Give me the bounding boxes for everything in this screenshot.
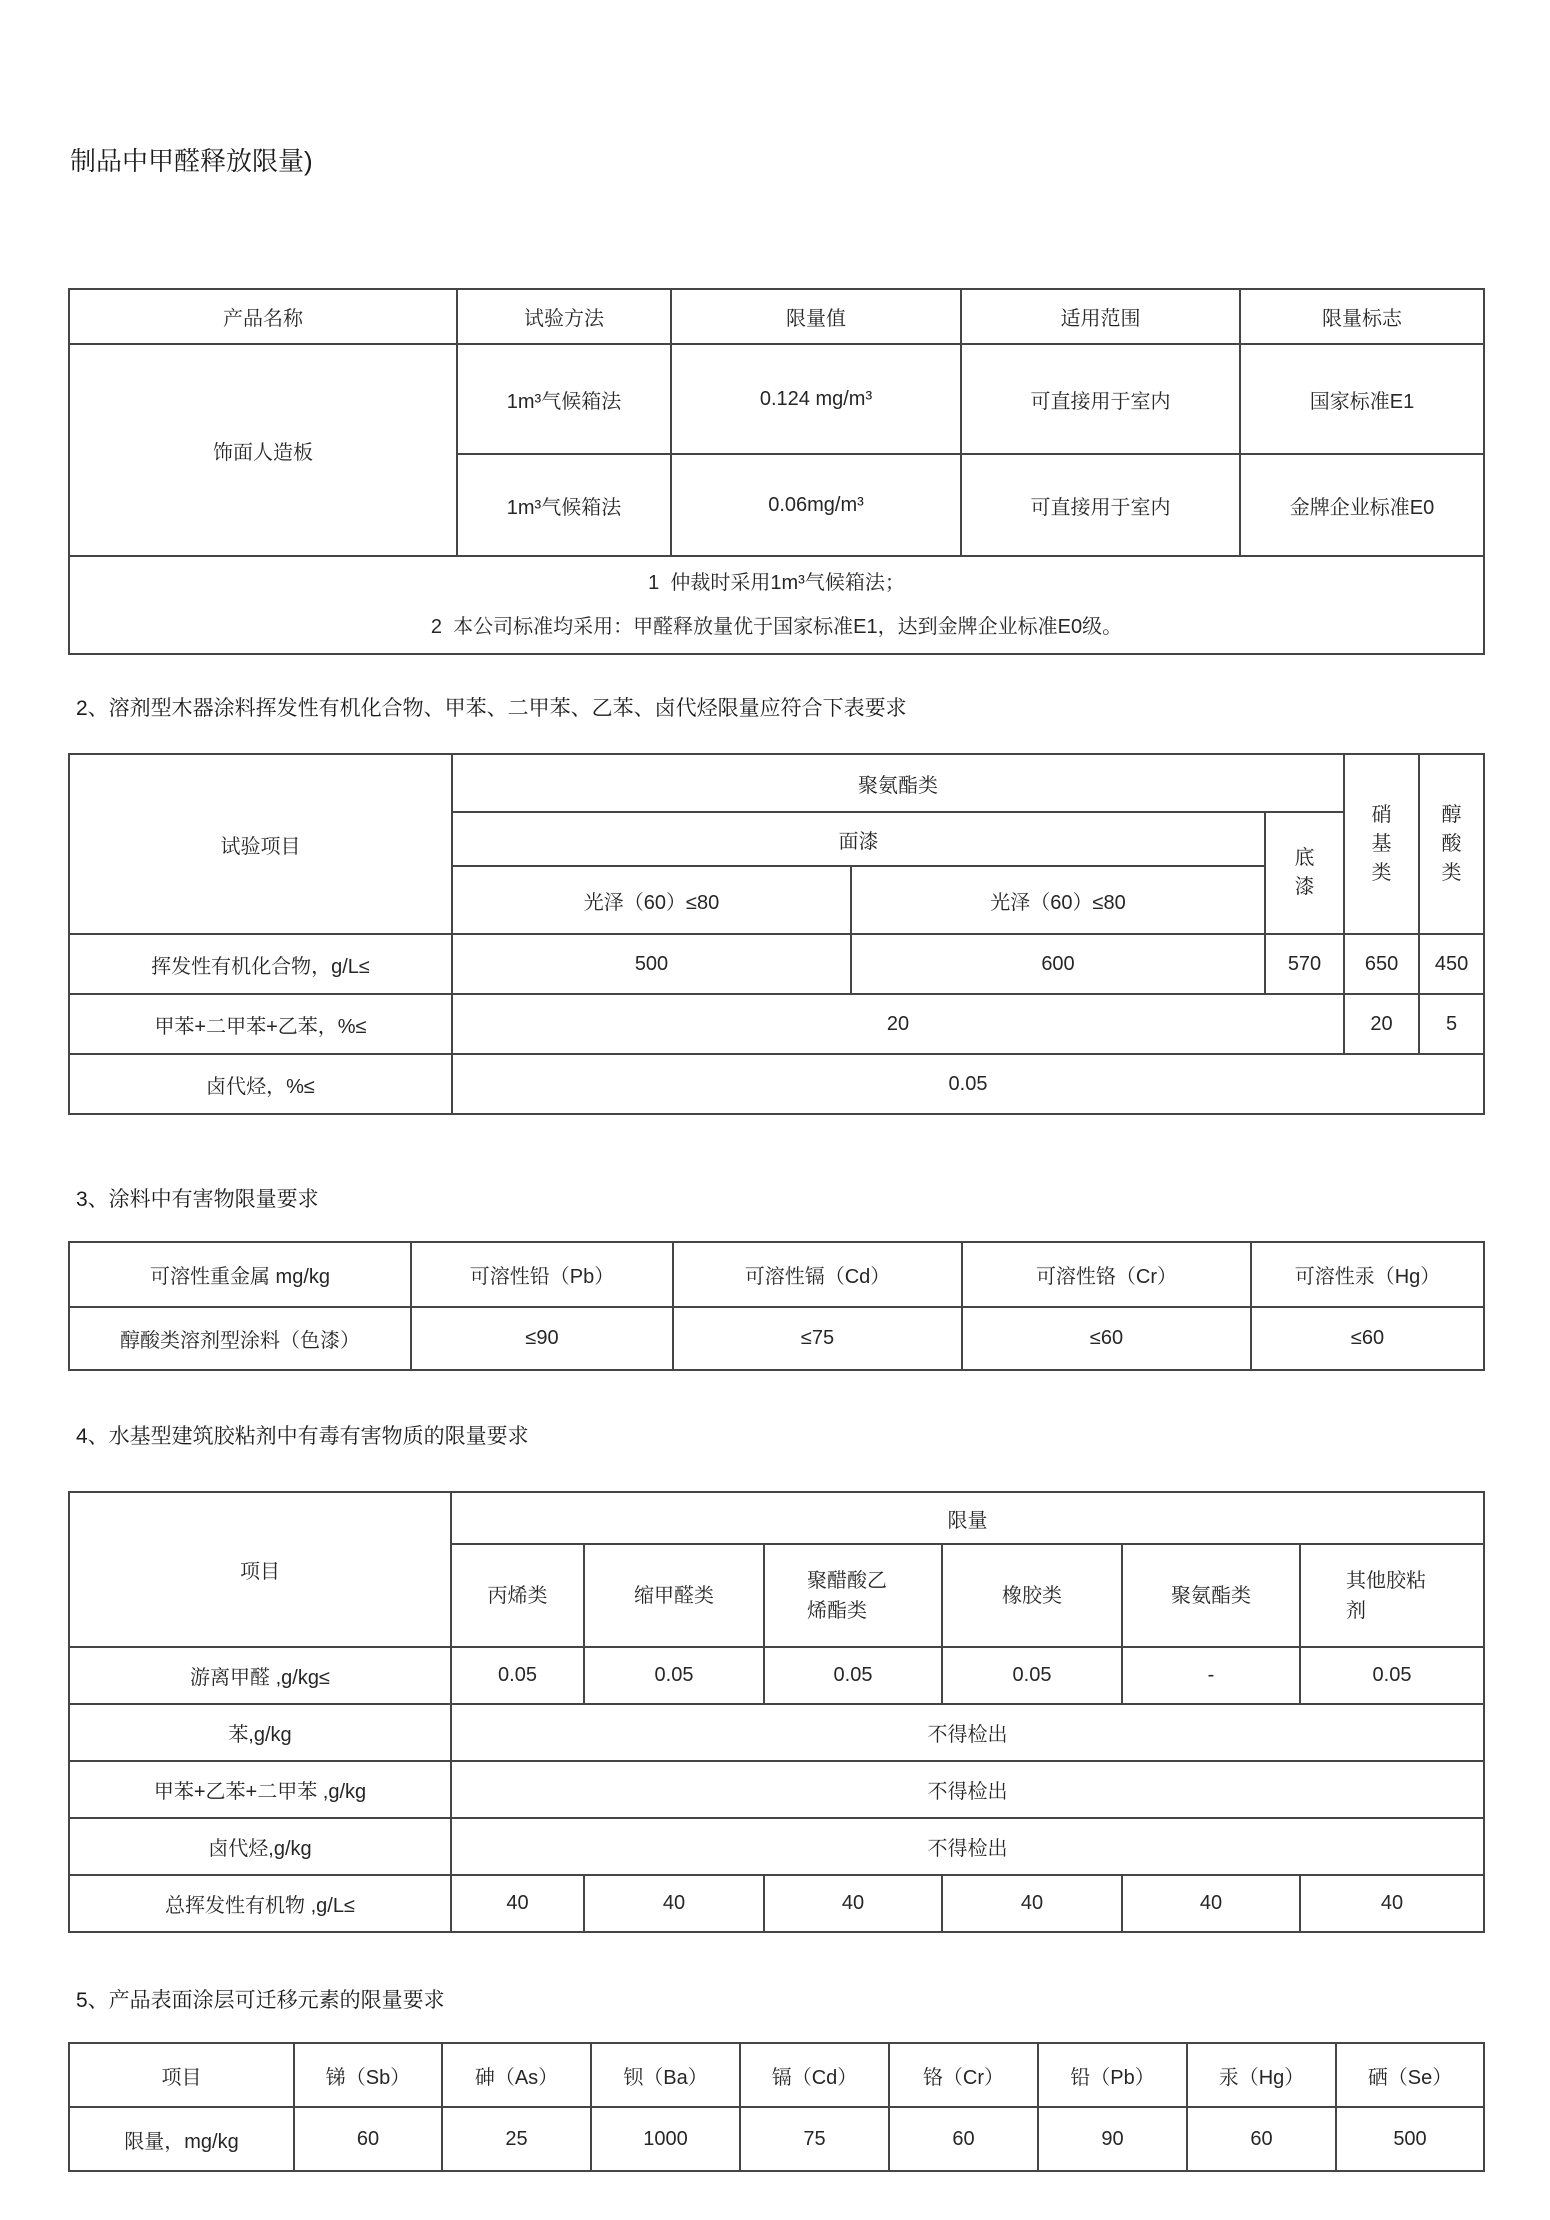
- section-4-heading: 4、水基型建筑胶粘剂中有毒有害物质的限量要求: [76, 1425, 529, 1448]
- table-row: [69, 1307, 1484, 1370]
- limit-value-cell: 0.124 mg/m³: [671, 344, 961, 454]
- value-cell: 0.05: [1300, 1647, 1484, 1704]
- value-cell: 40: [584, 1875, 764, 1932]
- section-3-heading: 3、涂料中有害物限量要求: [76, 1188, 319, 1211]
- note-line-1: 1 仲裁时采用1m³气候箱法；: [648, 572, 905, 594]
- merged-value-cell: 不得检出: [451, 1704, 1484, 1761]
- value-cell: 0.05: [451, 1647, 584, 1704]
- value-cell: 25: [442, 2107, 591, 2171]
- table-row: [69, 1761, 1484, 1818]
- category-label: 橡胶类: [1002, 1584, 1062, 1607]
- value-cell: 450: [1419, 934, 1484, 994]
- column-header: 铬（Cr）: [889, 2043, 1038, 2107]
- column-header: 铅（Pb）: [1038, 2043, 1187, 2107]
- table-row: [69, 1818, 1484, 1875]
- value-cell: 0.05: [764, 1647, 942, 1704]
- category-header: [1122, 1544, 1300, 1647]
- value-cell: 90: [1038, 2107, 1187, 2171]
- method-cell: 1m³气候箱法: [457, 344, 671, 454]
- column-header: 硒（Se）: [1336, 2043, 1484, 2107]
- gloss-header-left: 光泽（60）≤80: [452, 866, 851, 934]
- column-header-product: 产品名称: [69, 289, 457, 344]
- column-header-limit: 限量值: [671, 289, 961, 344]
- column-header: 项目: [69, 2043, 294, 2107]
- table-row: [69, 1054, 1484, 1114]
- row-label: 苯,g/kg: [69, 1704, 451, 1761]
- table-row: [69, 1875, 1484, 1932]
- category-label: 聚氨酯类: [1171, 1584, 1251, 1607]
- document-content: [68, 0, 1483, 2172]
- category-header: [942, 1544, 1122, 1647]
- alkyd-column-header: [1419, 754, 1484, 934]
- value-cell: ≤75: [673, 1307, 962, 1370]
- value-cell: 0.05: [584, 1647, 764, 1704]
- column-header: 可溶性镉（Cd）: [673, 1242, 962, 1307]
- notes-cell: [69, 556, 1484, 654]
- limit-value-cell: 0.06mg/m³: [671, 454, 961, 556]
- value-cell: 5: [1419, 994, 1484, 1054]
- value-cell: 60: [1187, 2107, 1336, 2171]
- gloss-header-right: 光泽（60）≤80: [851, 866, 1265, 934]
- table-header-row: [69, 289, 1484, 344]
- value-cell: 500: [1336, 2107, 1484, 2171]
- row-label: 挥发性有机化合物，g/L≤: [69, 934, 452, 994]
- heavy-metal-limit-table: [68, 1241, 1485, 1371]
- row-label: 限量，mg/kg: [69, 2107, 294, 2171]
- value-cell: 20: [1344, 994, 1419, 1054]
- value-cell: 60: [294, 2107, 442, 2171]
- product-name-cell: 饰面人造板: [69, 344, 457, 556]
- page-title: 制品中甲醛释放限量): [70, 146, 313, 176]
- solvent-voc-limit-table: [68, 753, 1485, 1115]
- column-header: 可溶性铬（Cr）: [962, 1242, 1251, 1307]
- category-label: 丙烯类: [487, 1584, 548, 1607]
- merged-value-cell: 0.05: [452, 1054, 1484, 1114]
- mark-cell: 金牌企业标准E0: [1240, 454, 1484, 556]
- column-header: 钡（Ba）: [591, 2043, 740, 2107]
- formaldehyde-limit-table: [68, 288, 1485, 655]
- column-header: 可溶性汞（Hg）: [1251, 1242, 1484, 1307]
- value-cell: 600: [851, 934, 1265, 994]
- row-label: 卤代烃,g/kg: [69, 1818, 451, 1875]
- row-label: 游离甲醛 ,g/kg≤: [69, 1647, 451, 1704]
- polyurethane-group-header: 聚氨酯类: [452, 754, 1344, 812]
- table-header-row: [69, 2043, 1484, 2107]
- table-header-row: [69, 1242, 1484, 1307]
- primer-column-header: [1265, 812, 1344, 934]
- note-line-2: 2 本公司标准均采用：甲醛释放量优于国家标准E1，达到金牌企业标准E0级。: [430, 616, 1123, 638]
- value-cell: 60: [889, 2107, 1038, 2171]
- category-header: [1300, 1544, 1484, 1647]
- column-header-scope: 适用范围: [961, 289, 1240, 344]
- value-cell: 40: [451, 1875, 584, 1932]
- table-row: [69, 994, 1484, 1054]
- category-header: [584, 1544, 764, 1647]
- method-cell: 1m³气候箱法: [457, 454, 671, 556]
- primer-vertical-label: 底漆: [1294, 847, 1315, 898]
- migratable-element-table: [68, 2042, 1485, 2172]
- value-cell: 0.05: [942, 1647, 1122, 1704]
- column-header: 可溶性重金属 mg/kg: [69, 1242, 411, 1307]
- mark-cell: 国家标准E1: [1240, 344, 1484, 454]
- scope-cell: 可直接用于室内: [961, 454, 1240, 556]
- value-cell: 650: [1344, 934, 1419, 994]
- column-header: 砷（As）: [442, 2043, 591, 2107]
- column-header-method: 试验方法: [457, 289, 671, 344]
- value-cell: 40: [942, 1875, 1122, 1932]
- test-item-header: 试验项目: [69, 754, 452, 934]
- category-header: [764, 1544, 942, 1647]
- value-cell: ≤60: [1251, 1307, 1484, 1370]
- item-header: 项目: [69, 1492, 451, 1647]
- table-header-row: [69, 754, 1484, 812]
- value-cell: 500: [452, 934, 851, 994]
- table-row: [69, 344, 1484, 454]
- table-row: [69, 1647, 1484, 1704]
- category-header: [451, 1544, 584, 1647]
- nitro-vertical-label: 硝基类: [1371, 803, 1392, 884]
- section-2-heading: 2、溶剂型木器涂料挥发性有机化合物、甲苯、二甲苯、乙苯、卤代烃限量应符合下表要求: [76, 697, 907, 720]
- section-5-heading: 5、产品表面涂层可迁移元素的限量要求: [76, 1989, 445, 2012]
- table-row: [69, 1704, 1484, 1761]
- column-header: 汞（Hg）: [1187, 2043, 1336, 2107]
- column-header: 镉（Cd）: [740, 2043, 889, 2107]
- limit-group-header: 限量: [451, 1492, 1484, 1544]
- value-cell: 570: [1265, 934, 1344, 994]
- value-cell: 40: [1300, 1875, 1484, 1932]
- merged-value-cell: 不得检出: [451, 1818, 1484, 1875]
- merged-value-cell: 20: [452, 994, 1344, 1054]
- nitro-column-header: [1344, 754, 1419, 934]
- row-label: 醇酸类溶剂型涂料（色漆）: [69, 1307, 411, 1370]
- row-label: 甲苯+乙苯+二甲苯 ,g/kg: [69, 1761, 451, 1818]
- category-label: 其他胶粘剂: [1346, 1569, 1426, 1622]
- column-header-mark: 限量标志: [1240, 289, 1484, 344]
- adhesive-limit-table: [68, 1491, 1485, 1933]
- merged-value-cell: 不得检出: [451, 1761, 1484, 1818]
- value-cell: ≤90: [411, 1307, 673, 1370]
- table-header-row: [69, 1492, 1484, 1544]
- table-row: [69, 2107, 1484, 2171]
- row-label: 卤代烃，%≤: [69, 1054, 452, 1114]
- alkyd-vertical-label: 醇酸类: [1441, 803, 1462, 884]
- topcoat-group-header: 面漆: [452, 812, 1265, 866]
- scope-cell: 可直接用于室内: [961, 344, 1240, 454]
- row-label: 总挥发性有机物 ,g/L≤: [69, 1875, 451, 1932]
- value-cell: 75: [740, 2107, 889, 2171]
- table-row: [69, 934, 1484, 994]
- row-label: 甲苯+二甲苯+乙苯，%≤: [69, 994, 452, 1054]
- value-cell: 1000: [591, 2107, 740, 2171]
- category-label: 缩甲醛类: [634, 1584, 714, 1607]
- value-cell: -: [1122, 1647, 1300, 1704]
- column-header: 锑（Sb）: [294, 2043, 442, 2107]
- category-label: 聚醋酸乙烯酯类: [807, 1569, 887, 1622]
- value-cell: 40: [1122, 1875, 1300, 1932]
- value-cell: ≤60: [962, 1307, 1251, 1370]
- column-header: 可溶性铅（Pb）: [411, 1242, 673, 1307]
- value-cell: 40: [764, 1875, 942, 1932]
- table-notes-row: [69, 556, 1484, 654]
